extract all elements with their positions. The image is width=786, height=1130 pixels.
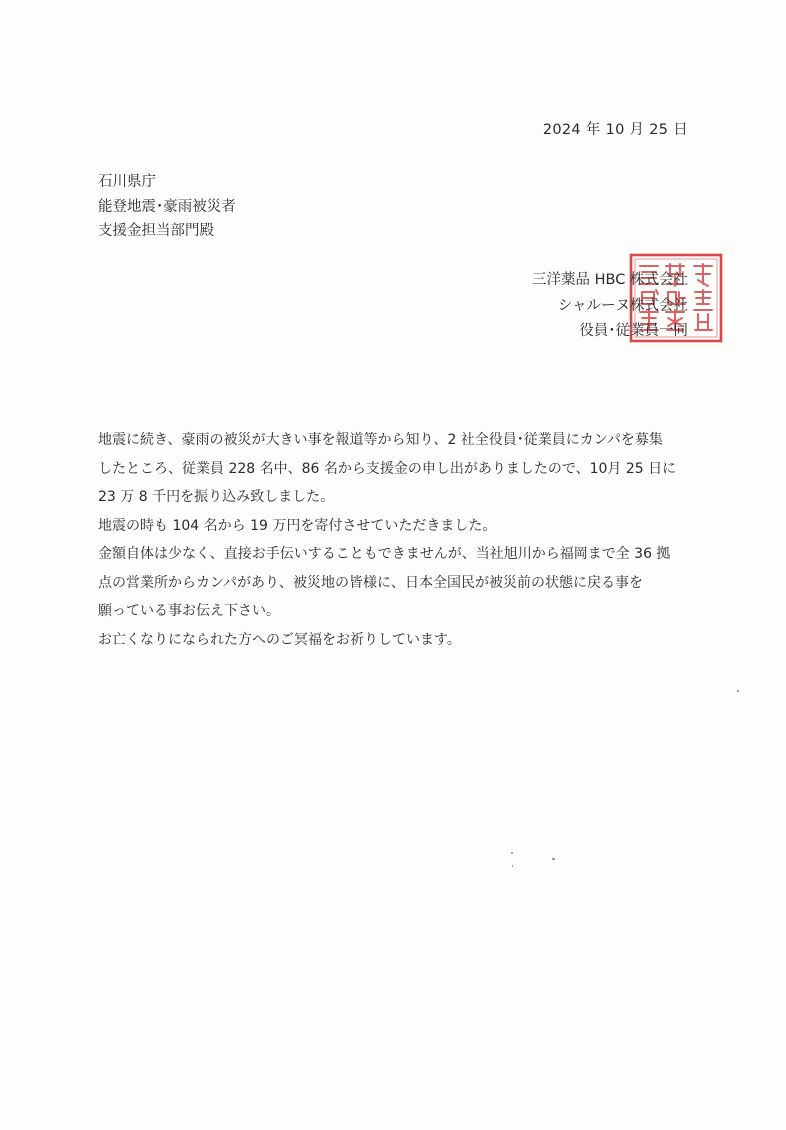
letter-date: 2024 年 10 月 25 日 [542,122,688,138]
sender-line: 三洋薬品 HBC 株式会社 [532,272,688,288]
addressee-line: 能登地震･豪雨被災者 [98,198,236,215]
body-line: 23 万 8 千円を振り込み致しました。 [98,489,335,505]
addressee-block [98,170,236,244]
body-line: 点の営業所からカンパがあり、被災地の皆様に、日本全国民が被災前の状態に戻る事を [98,574,644,591]
body-line: 地震に続き、豪雨の被災が大きい事を報道等から知り、2 社全役員･従業員にカンパを募集 [98,432,663,448]
scan-speck [552,858,555,860]
sender-line: 役員･従業員一同 [579,323,688,339]
body-line: したところ、従業員 228 名中、86 名から支援金の申し出がありましたので、10月 25 日に [98,460,677,477]
body-line: お亡くなりになられた方へのご冥福をお祈りしています。 [98,631,461,648]
scan-speck [512,865,513,867]
body-line: 願っている事お伝え下さい。 [98,603,280,619]
scan-speck [511,852,513,854]
addressee-line: 支援金担当部門殿 [98,223,214,239]
addressee-line: 石川県庁 [98,174,156,190]
scan-speck [737,690,739,692]
letter-body [98,426,698,654]
sender-block [532,268,688,345]
body-line: 地震の時も 104 名から 19 万円を寄付させていただきました。 [98,517,497,534]
body-line: 金額自体は少なく、直接お手伝いすることもできませんが、当社旭川から福岡まで全 36 拠 [98,546,671,562]
sender-line: シャルーヌ株式会社 [557,297,688,314]
